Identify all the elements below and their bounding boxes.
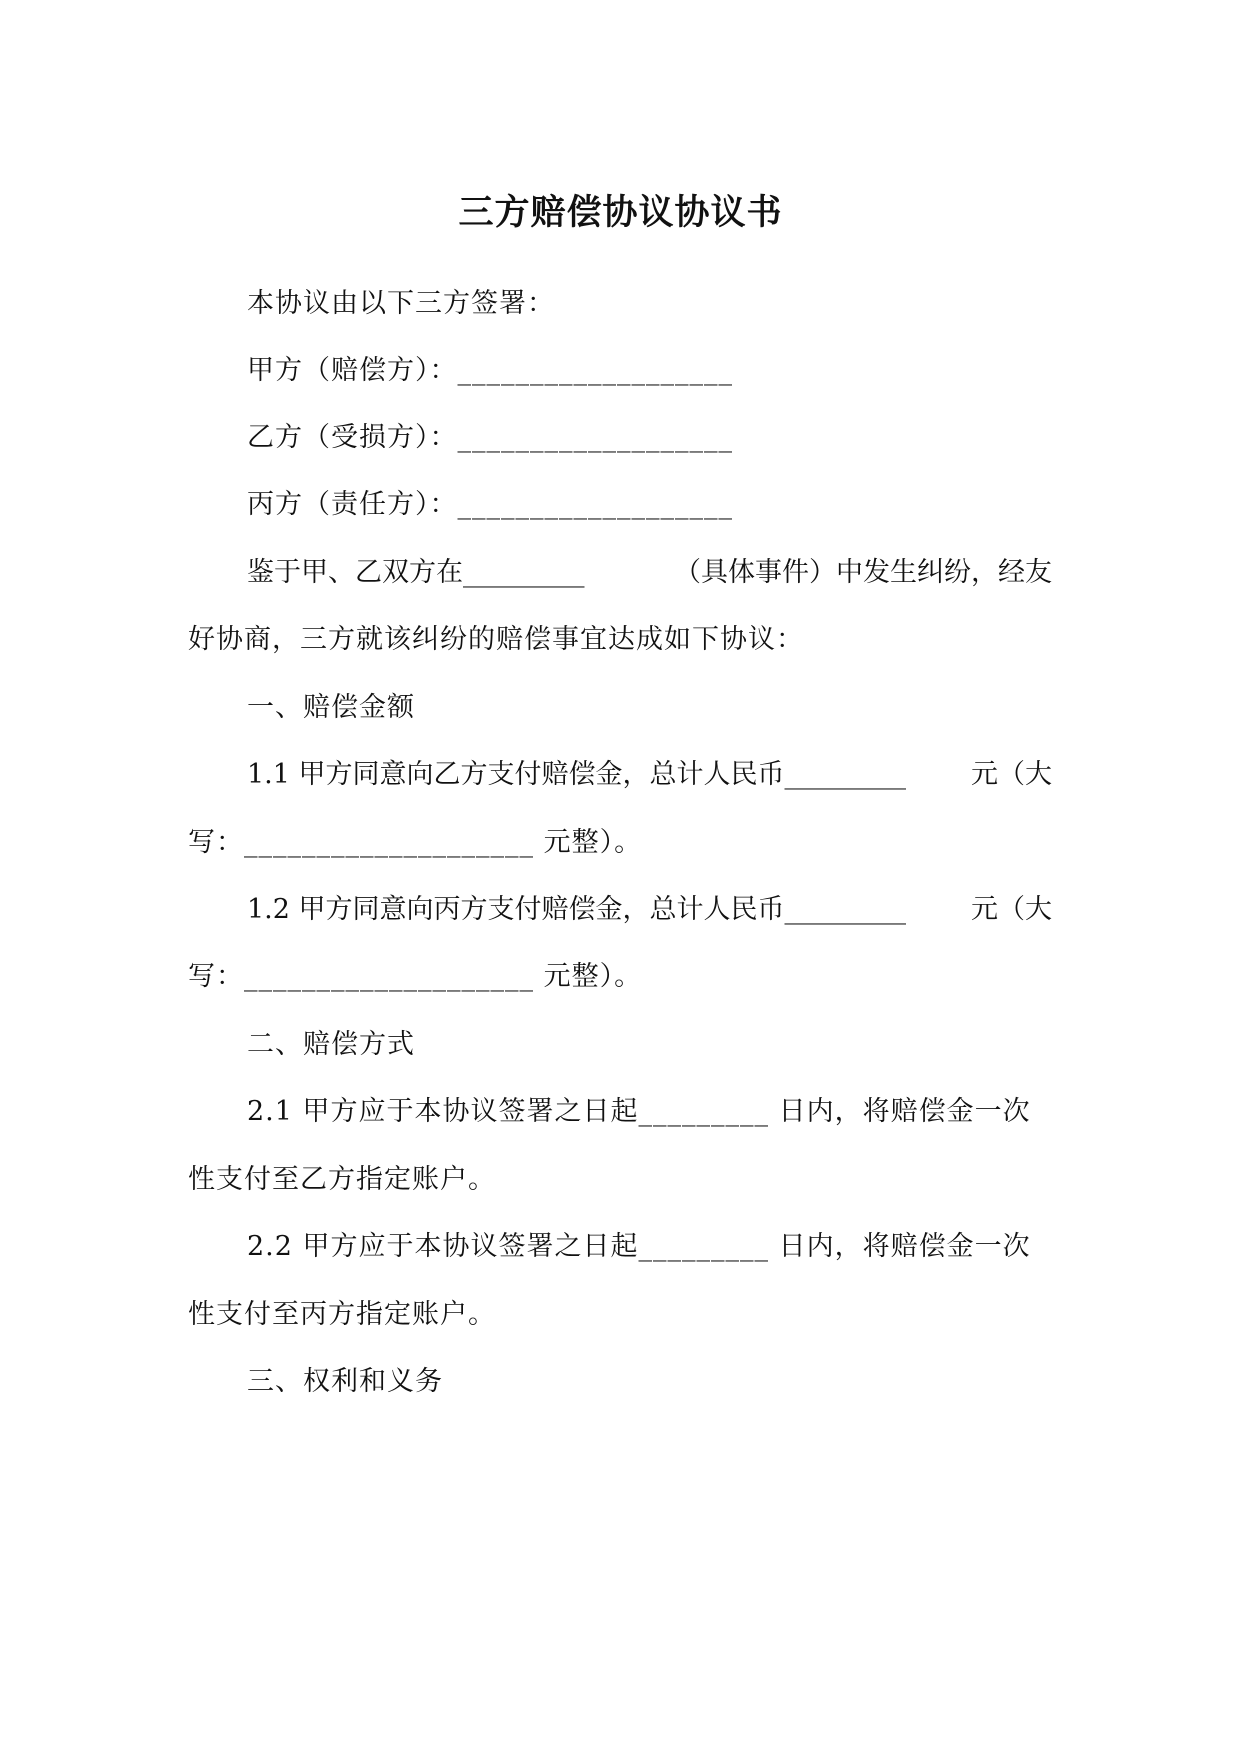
- clause-1-1-line-1-part-a: 1.1 甲方同意向乙方支付赔偿金，总计人民币_________: [247, 759, 907, 790]
- clause-1-2-line-2: 写：____________________ 元整）。: [188, 961, 643, 992]
- clause-1-2-line-1: [247, 887, 1052, 926]
- party-a-line: 甲方（赔偿方）：___________________: [247, 355, 733, 386]
- clause-1-1-line-2: 写：____________________ 元整）。: [188, 827, 643, 858]
- party-b-line: 乙方（受损方）：___________________: [247, 422, 733, 453]
- document-title: 三方赔偿协议协议书: [458, 192, 783, 233]
- section-1-heading: 一、赔偿金额: [247, 692, 415, 723]
- whereas-line-2: 好协商，三方就该纠纷的赔偿事宜达成如下协议：: [188, 624, 804, 655]
- clause-2-2-line-1: 2.2 甲方应于本协议签署之日起_________ 日内，将赔偿金一次: [247, 1231, 1031, 1262]
- section-3-heading: 三、权利和义务: [247, 1366, 443, 1397]
- whereas-line-1-part-a: 鉴于甲、乙双方在_________: [247, 557, 585, 588]
- party-c-line: 丙方（责任方）：___________________: [247, 489, 733, 520]
- clause-2-2-line-2: 性支付至丙方指定账户。: [188, 1299, 496, 1330]
- whereas-line-1: [247, 550, 1052, 589]
- clause-2-1-line-1: 2.1 甲方应于本协议签署之日起_________ 日内，将赔偿金一次: [247, 1096, 1031, 1127]
- intro-text: 本协议由以下三方签署：: [247, 288, 555, 319]
- clause-1-1-line-1-part-b: 元（大: [971, 759, 1052, 790]
- whereas-line-1-part-b: （具体事件）中发生纠纷，经友: [674, 557, 1052, 588]
- section-2-heading: 二、赔偿方式: [247, 1029, 415, 1060]
- clause-2-1-line-2: 性支付至乙方指定账户。: [188, 1164, 496, 1195]
- clause-1-2-line-1-part-b: 元（大: [971, 894, 1052, 925]
- clause-1-2-line-1-part-a: 1.2 甲方同意向丙方支付赔偿金，总计人民币_________: [247, 894, 907, 925]
- clause-1-1-line-1: [247, 752, 1052, 791]
